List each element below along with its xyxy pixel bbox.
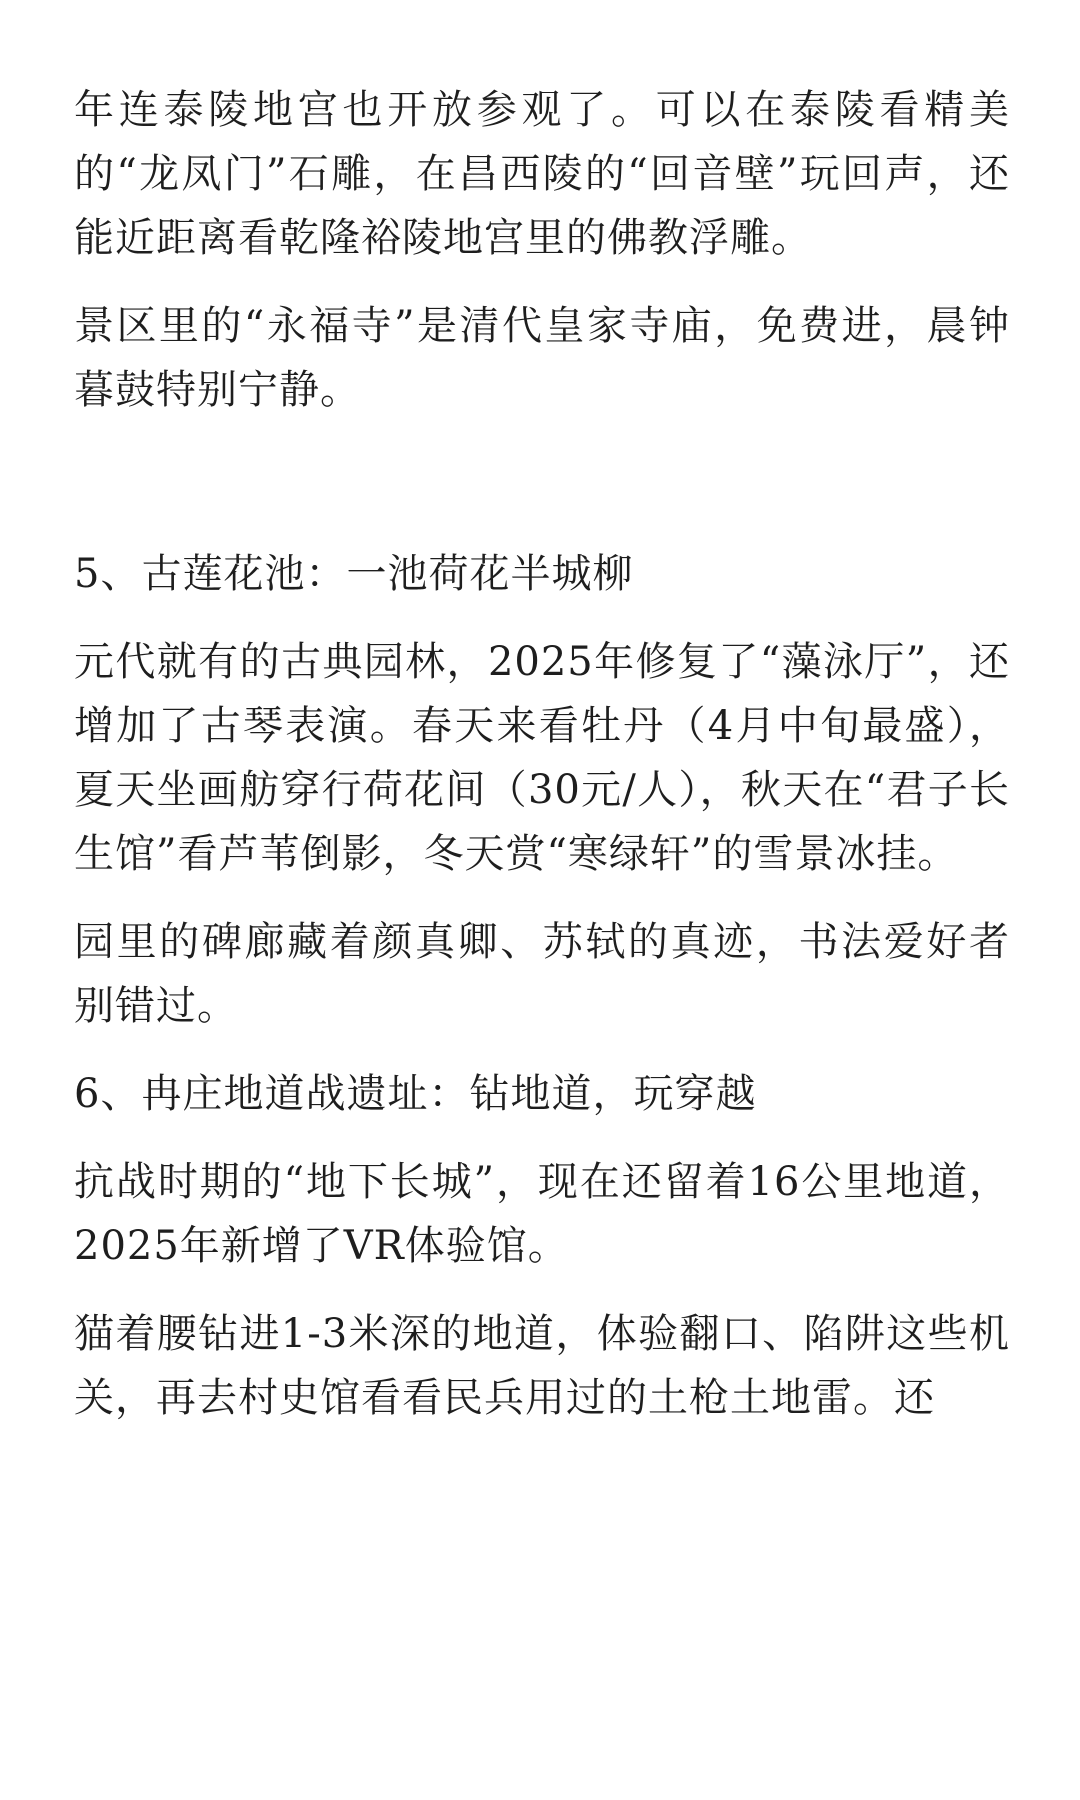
paragraph-stele-corridor: 园里的碑廊藏着颜真卿、苏轼的真迹，书法爱好者别错过。 [74,919,1010,1029]
section-heading-6: 6、冉庄地道战遗址：钻地道，玩穿越 [74,1071,757,1117]
section-spacer [74,446,1010,542]
paragraph-underground-great-wall: 抗战时期的“地下长城”，现在还留着16公里地道，2025年新增了VR体验馆。 [74,1159,1010,1269]
paragraph-lotus-pond: 元代就有的古典园林，2025年修复了“藻泳厅”，还增加了古琴表演。春天来看牡丹（4月中旬最盛），夏天坐画舫穿行荷花间（30元/人），秋天在“君子长生馆”看芦苇倒影，冬天赏“寒绿轩”的雪景冰挂。 [74,639,1010,877]
paragraph-yongfu-temple: 景区里的“永福寺”是清代皇家寺庙，免费进，晨钟暮鼓特别宁静。 [74,303,1010,413]
section-heading-5: 5、古莲花池：一池荷花半城柳 [74,551,634,597]
paragraph-tunnel-experience: 猫着腰钻进1-3米深的地道，体验翻口、陷阱这些机关，再去村史馆看看民兵用过的土枪土地雷。还 [74,1311,1010,1421]
paragraph-tailing-mausoleum: 年连泰陵地宫也开放参观了。可以在泰陵看精美的“龙凤门”石雕，在昌西陵的“回音壁”玩回声，还能近距离看乾隆裕陵地宫里的佛教浮雕。 [74,87,1010,261]
article-body [74,78,1010,1430]
